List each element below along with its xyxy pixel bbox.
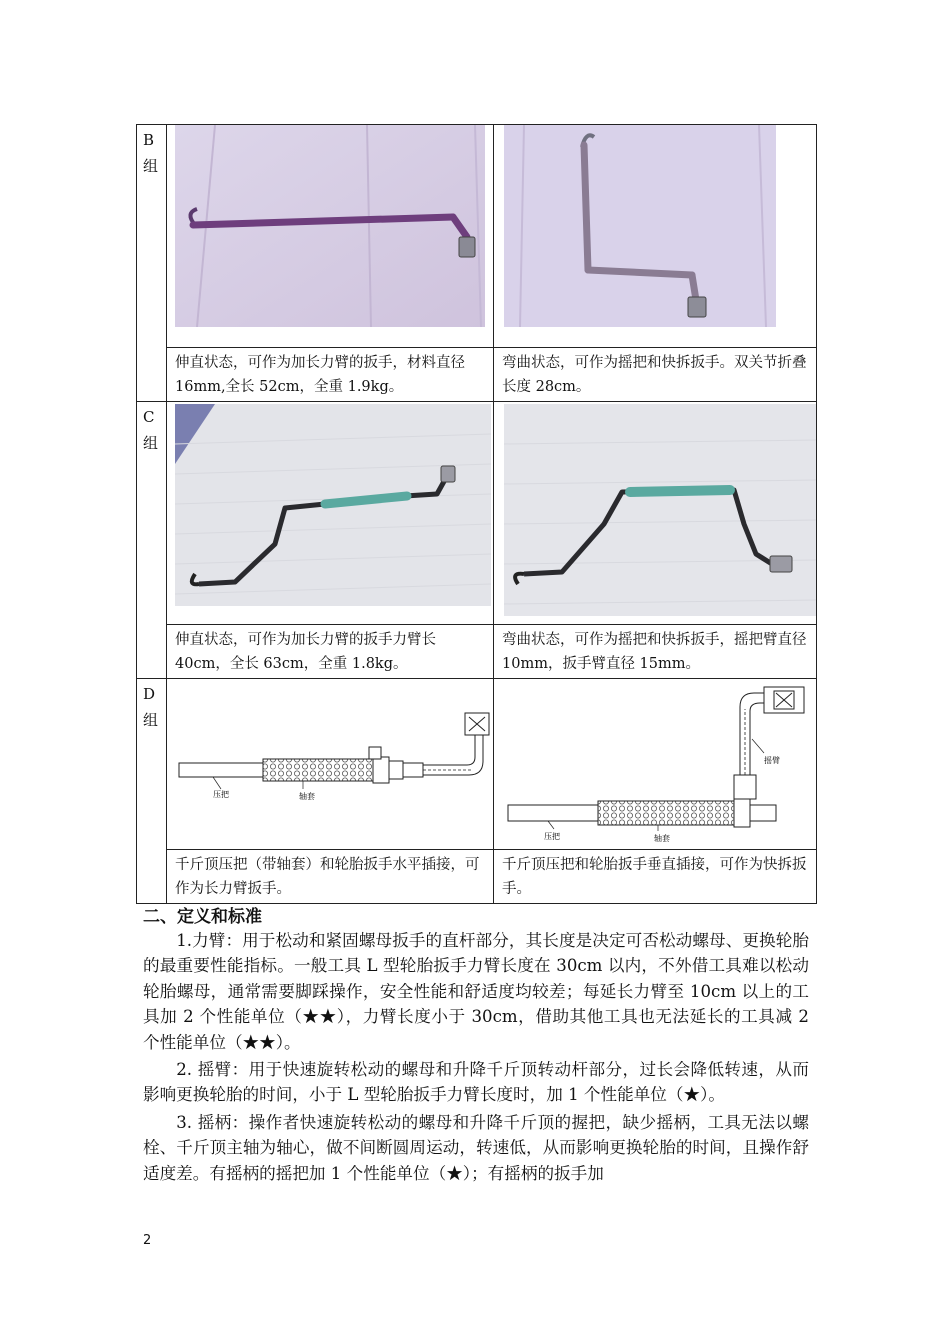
group-d-caption-left: 千斤顶压把（带轴套）和轮胎扳手水平插接，可作为长力臂扳手。: [167, 850, 494, 904]
group-d-horizontal-diagram-cell: [167, 679, 494, 850]
group-d-caption-right: 千斤顶压把和轮胎扳手垂直插接，可作为快拆扳手。: [494, 850, 817, 904]
group-b-caption-row: [137, 348, 817, 402]
group-d-caption-row: [137, 850, 817, 904]
group-b-caption-right: 弯曲状态，可作为摇把和快拆扳手。双关节折叠长度 28cm。: [494, 348, 817, 402]
group-b-straight-photo-cell: [167, 125, 494, 348]
group-b-bent-photo-cell: [494, 125, 817, 348]
group-d-vertical-diagram: [498, 679, 816, 849]
group-b-bent-photo: [504, 125, 776, 327]
group-c-image-row: [137, 402, 817, 625]
group-b-image-row: [137, 125, 817, 348]
group-d-label: D 组: [137, 679, 167, 904]
group-d-vertical-diagram-cell: [494, 679, 817, 850]
group-c-bent-photo-cell: [494, 402, 817, 625]
paragraph-crank-handle: 3. 摇柄：操作者快速旋转松动的螺母和升降千斤顶的握把，缺少摇柄，工具无法以螺栓、千斤顶主轴为轴心，做不间断圆周运动，转速低，从而影响更换轮胎的时间，且操作舒适度差。有摇柄的摇把加 1 个性能单位（★）；有摇柄的扳手加: [143, 1112, 809, 1183]
paragraph-lever-arm: 1.力臂：用于松动和紧固螺母扳手的直杆部分，其长度是决定可否松动螺母、更换轮胎的最重要性能指标。一般工具 L 型轮胎扳手力臂长度在 30cm 以内，不外借工具难以松动轮胎螺母，通常需要脚踩操作，安全性能和舒适度均较差；每延长力臂至 10cm 以上的工具加 2 个性能单位（★★），力臂长度小于 30cm，借助其他工具也无法延长的工具减 2 个性能单位（★★）。: [143, 931, 809, 1052]
group-d-image-row: [137, 679, 817, 850]
diagram-label-sleeve: 轴套: [299, 792, 315, 801]
section-body: [143, 928, 809, 1188]
group-c-caption-left: 伸直状态，可作为加长力臂的扳手力臂长40cm，全长 63cm，全重 1.8kg。: [167, 625, 494, 679]
page-number: 2: [143, 1233, 152, 1248]
group-c-caption-right: 弯曲状态，可作为摇把和快拆扳手，摇把臂直径 10mm，扳手臂直径 15mm。: [494, 625, 817, 679]
group-c-bent-photo: [504, 404, 816, 616]
section-title: 二、定义和标准: [143, 907, 262, 927]
group-c-label: C 组: [137, 402, 167, 679]
group-d-horizontal-diagram: [173, 679, 491, 849]
diagram-label-handle: 压把: [213, 790, 229, 799]
group-c-straight-photo-cell: [167, 402, 494, 625]
group-c-straight-photo: [175, 404, 491, 606]
tool-comparison-table: [136, 124, 817, 904]
paragraph-crank-arm: 2. 摇臂：用于快速旋转松动的螺母和升降千斤顶转动杆部分，过长会降低转速，从而影响更换轮胎的时间，小于 L 型轮胎扳手力臂长度时，加 1 个性能单位（★）。: [143, 1060, 809, 1105]
diagram-label-sleeve-2: 轴套: [654, 834, 670, 843]
diagram-label-crank: 摇臂: [764, 756, 780, 765]
group-c-caption-row: [137, 625, 817, 679]
group-b-straight-photo: [175, 125, 485, 327]
group-b-label: B 组: [137, 125, 167, 402]
diagram-label-handle-2: 压把: [544, 832, 560, 841]
group-b-caption-left: 伸直状态，可作为加长力臂的扳手，材料直径 16mm,全长 52cm，全重 1.9kg。: [167, 348, 494, 402]
